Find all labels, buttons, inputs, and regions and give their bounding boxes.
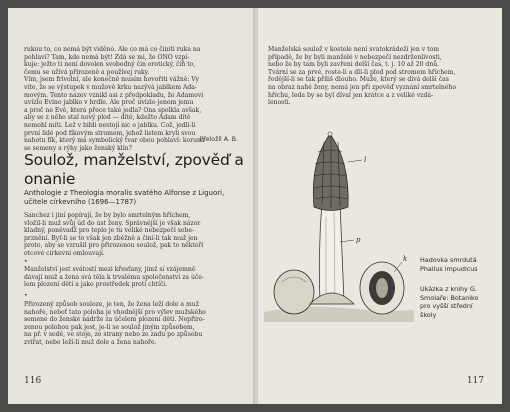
paragraph-line: lenosti. — [268, 99, 291, 107]
paragraph-line: proto, aby se vzrušil pro přirozenou soulož, pak to někteří — [24, 242, 204, 250]
page-number-left: 116 — [24, 376, 42, 386]
paragraph-line: Manželství jest svátostí mezi křesťany, jímž si vzájemně — [24, 266, 196, 273]
intro-line: se semeny a rýhy jako ženský klín? — [24, 144, 132, 152]
translator-credit: Přeložil A. B. — [199, 136, 238, 143]
paragraph-line: na obraz nahé ženy, nemá jen při zpověď vyznání smrtelného — [268, 83, 457, 91]
intro-line: nemohl míti. Lež v bibli nestojí nic o jablku. Což, jedli-li — [24, 121, 196, 129]
intro-line: pohlaví? Tam, kde nemá být! Zdá se mi, že ONO vzpí- — [24, 53, 190, 61]
intro-line: movým. Tento název vznikl asi z předpokladu, že Adamovi — [24, 91, 204, 99]
stem-volva — [310, 293, 354, 304]
right-page — [258, 8, 502, 404]
paragraph-line: vložil-li muž svůj úd do úst ženy. Správnější je však názor — [24, 219, 201, 227]
caption-line: pro vyšší střední — [420, 302, 473, 311]
paragraph-line: Manželská soulož v kostele není svatokrádeží jen v tom — [268, 46, 439, 53]
figure-letter-p: p — [356, 236, 361, 244]
paragraph-line: na př. v sedě, ve stoje, ze strany nebo ze zadu po způsobu — [24, 331, 203, 339]
paragraph-line: Přirozený způsob souloze, je ten, že žena leží dole a muž — [24, 301, 199, 308]
paragraph-line: zvířat, nebo leží-li muž dole a žena nahoře. — [24, 338, 157, 346]
section-bullet: • — [24, 258, 28, 265]
paragraph-line: kladný, poněvadž pro teplo je tu veliké nebezpečí sebe- — [24, 227, 195, 235]
figure-caption-source — [420, 285, 496, 319]
caption-line: Smolaře: Botaniko — [420, 293, 479, 302]
egg-core — [376, 278, 388, 298]
paragraph-3 — [24, 301, 238, 347]
egg-left — [274, 270, 314, 314]
intro-line: kuje: ježto ti není dovolen svobodný čin erotický, čiň to, — [24, 61, 196, 69]
intro-line: rukou to, co nemá být viděno. Ale co má co činiti ruka na — [24, 46, 201, 53]
figure-letter-k: k — [403, 255, 408, 263]
article-title: Soulož, manželství, zpověď a onanie — [24, 151, 244, 188]
paragraph-line: Sanchez i jiní popírají, že by bylo smrtelným hříchem, — [24, 212, 191, 219]
section-bullet: • — [24, 292, 28, 299]
paragraph-line: nebo že by tam byli zavřeni delší čas, t. j. 10 až 20 dnů. — [268, 61, 440, 69]
page-number-right: 117 — [466, 376, 484, 386]
paragraph-line: Tvární se za prvé, roste-li a dlí-li plod pod stromem hříchem, — [268, 68, 456, 76]
leader-line — [340, 240, 354, 242]
paragraph-2 — [24, 266, 238, 289]
caption-line: Ukázka z knihy G. — [420, 285, 477, 293]
paragraph-line: otcové církevní omlouvají. — [24, 249, 105, 257]
paragraph-line: semene do ženské nádrže za účelem plození dětí. Nepřiro- — [24, 316, 205, 324]
intro-line: čemu se užívá přirozeně a používej ruky. — [24, 68, 150, 76]
caption-line: Phallus impudicus — [420, 264, 478, 273]
intro-line: Vím, jsem frivolní, ale konečně musím hovořiti vážně: Vy — [24, 76, 199, 84]
paragraph-1 — [24, 212, 238, 258]
intro-line: nahotu fík, který má symbolický tvar obou pohlaví: koruna — [24, 137, 205, 145]
intro-line: a proč ne Evě, která přece také jedla? Ona spolkla avšak, — [24, 106, 202, 114]
figure-caption-species — [420, 256, 496, 273]
left-page — [8, 8, 254, 404]
caption-line: Hadovka smrdutá — [420, 256, 477, 264]
paragraph-line: případě, že by byli manželé v nebezpečí nezdrženlivosti, — [268, 53, 442, 61]
intro-line: aby se z něho stal nový plod — dítě, kdežto Adam dítě — [24, 114, 191, 122]
caption-line: školy — [420, 310, 437, 319]
paragraph-line: hříchu, leda by se byl díval jen krátce a z veliké vzdá- — [268, 91, 434, 99]
paragraph-line: zenou polohou pak jest, je-li se soulož jiným způsobem, — [24, 323, 195, 331]
intro-line: uvízlo Evino jablko v hrdle. Ale proč uvízlo jenom jemu — [24, 99, 194, 107]
paragraph-line: dávají muž a žena svá těla k trvalému společenství za úče- — [24, 273, 204, 281]
right-top-text — [268, 46, 490, 107]
intro-line: první lidé pod fíkovým stromem, jehož listem kryli svou — [24, 129, 196, 137]
intro-line: víte, že se výstupek v mužově krku nazývá jablkem Ada- — [24, 83, 197, 91]
paragraph-line: nahoře, neboť tato poloha je vhodnější pro výlev mužského — [24, 308, 206, 316]
paragraph-line: ředější-li se tak příliš dlouho. Muže, který se dívá delší čas — [268, 76, 449, 84]
figure-letter-l: l — [364, 156, 367, 164]
paragraph-line: prznění. Byť-li se to však jen zběžně a činí-li tak muž jen — [24, 234, 198, 242]
article-subtitle: Anthologie z Theologia moralis svatého Alfonse z Liguori, učitele církevního (1696—1787) — [24, 189, 225, 206]
mushroom-stem — [319, 202, 344, 302]
leader-line — [348, 160, 362, 162]
paragraph-line: lem plození dětí a jako prostředek proti chtíči. — [24, 281, 168, 289]
cap-tip — [328, 132, 332, 136]
mushroom-illustration — [264, 122, 414, 322]
